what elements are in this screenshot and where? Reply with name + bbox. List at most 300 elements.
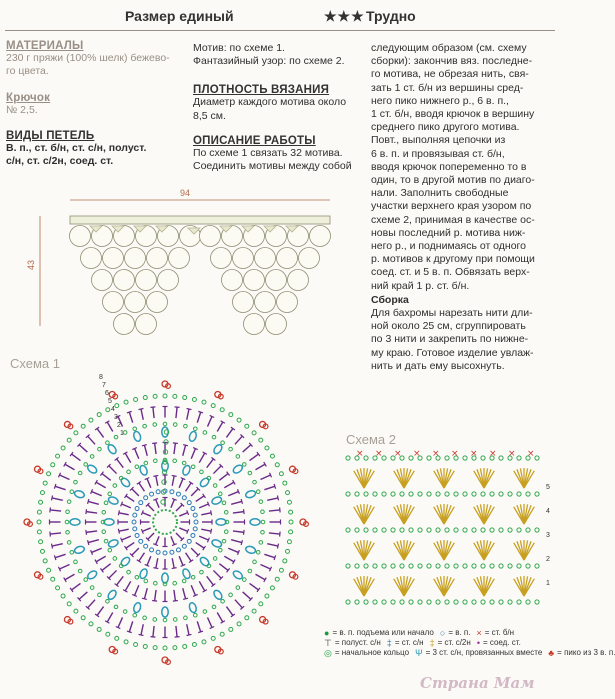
row6-chain bbox=[259, 541, 263, 545]
row2-chain bbox=[193, 527, 197, 531]
row6-chain bbox=[90, 586, 94, 590]
row4-chain bbox=[108, 548, 112, 552]
row6-chain bbox=[70, 550, 74, 554]
row7-stitch bbox=[187, 634, 192, 635]
row4-chain bbox=[135, 465, 139, 469]
row7-stitch bbox=[208, 416, 212, 426]
top-border-band bbox=[70, 216, 330, 224]
row6-chain bbox=[143, 616, 147, 620]
row4-chain bbox=[213, 557, 217, 561]
row8-chain bbox=[51, 577, 55, 581]
schema1-row-number: 1 bbox=[120, 430, 124, 437]
row5-stitch bbox=[241, 499, 242, 504]
assembly-line-3: по 3 нити и закрепить по нижне- bbox=[371, 333, 529, 346]
instruction-line-9: 6 в. п. и провязывая ст. б/н, bbox=[371, 147, 505, 160]
row8-chain bbox=[134, 397, 138, 401]
legend-label: = пико из 3 в. п. bbox=[557, 648, 615, 657]
row2-chain bbox=[150, 492, 154, 496]
row3-stitch bbox=[122, 504, 131, 508]
instruction-line-5: него пико нижнего р., 6 в. п., bbox=[371, 94, 509, 107]
row7-stitch bbox=[50, 532, 51, 537]
row2-chain bbox=[135, 507, 139, 511]
motif-circle bbox=[114, 270, 135, 291]
assembly-line-2: ной около 25 см, сгруппировать bbox=[371, 320, 526, 333]
row7-stitch bbox=[264, 486, 274, 489]
row6-chain bbox=[114, 605, 118, 609]
row7-stitch bbox=[198, 411, 203, 413]
row8-chain bbox=[173, 646, 177, 650]
legend-item bbox=[548, 648, 615, 658]
cluster-stitch bbox=[133, 431, 142, 442]
chain-stitch bbox=[364, 456, 368, 460]
row5-stitch bbox=[86, 509, 87, 514]
chain-stitch bbox=[526, 492, 530, 496]
row3-stitch bbox=[191, 548, 198, 555]
stitches-title: ВИДЫ ПЕТЕЛЬ bbox=[6, 129, 95, 142]
row2-chain bbox=[182, 544, 186, 548]
chain-stitch bbox=[454, 492, 458, 496]
chain-stitch bbox=[490, 492, 494, 496]
row7-stitch bbox=[107, 612, 113, 622]
row8-chain bbox=[67, 602, 71, 606]
instruction-line-3: го мотива, не обрезая нить, свя- bbox=[371, 68, 529, 81]
row8-chain bbox=[124, 400, 128, 404]
row7-stitch bbox=[88, 600, 95, 608]
row7-stitch bbox=[65, 574, 75, 580]
row8-chain bbox=[229, 627, 233, 631]
row7-stitch bbox=[260, 565, 270, 569]
motif-circle bbox=[277, 292, 298, 313]
motif-circle bbox=[147, 248, 168, 269]
chain-stitch bbox=[508, 492, 512, 496]
row7-stitch bbox=[55, 554, 65, 557]
starting-ring bbox=[153, 510, 177, 534]
stitches-line-1: В. п., ст. б/н, ст. с/н, полуст. bbox=[6, 141, 147, 154]
legend-label: = ст. с/2н bbox=[437, 638, 471, 647]
chain-stitch bbox=[418, 600, 422, 604]
work-line-2: Соединить мотивы между собой bbox=[193, 160, 352, 173]
chain-stitch bbox=[499, 600, 503, 604]
height-dimension: 43 bbox=[26, 259, 36, 270]
row7-stitch bbox=[79, 445, 87, 452]
row3-stitch bbox=[196, 543, 204, 549]
row1-stitch bbox=[176, 505, 182, 511]
cluster-stitch bbox=[70, 519, 80, 525]
chain-stitch bbox=[517, 456, 521, 460]
instruction-line-19: ний край 1 р. ст. б/н. bbox=[371, 279, 470, 292]
row5-stitch bbox=[183, 445, 188, 446]
watermark-logo: Страна Мам bbox=[420, 674, 535, 692]
work-line-1: По схеме 1 связать 32 мотива. bbox=[193, 146, 343, 159]
row4-chain bbox=[213, 484, 217, 488]
row7-stitch bbox=[52, 544, 53, 549]
chain-stitch bbox=[445, 600, 449, 604]
chain-stitch bbox=[526, 600, 530, 604]
row8-chain bbox=[106, 408, 110, 412]
row8-chain bbox=[163, 646, 167, 650]
sc-mark: × bbox=[508, 449, 516, 459]
cluster-stitch bbox=[212, 589, 223, 601]
row5-stitch bbox=[173, 443, 178, 444]
work-title: ОПИСАНИЕ РАБОТЫ bbox=[193, 134, 316, 147]
row7-stitch bbox=[243, 445, 251, 452]
row7-stitch bbox=[187, 409, 192, 410]
row4-chain bbox=[218, 492, 222, 496]
row6-chain bbox=[74, 560, 78, 564]
legend-item bbox=[415, 648, 542, 658]
cluster-stitch bbox=[188, 431, 197, 442]
materials-line-1: 230 г пряжи (100% шелк) бежево- bbox=[6, 52, 170, 64]
assembly-line-4: му краю. Готовое изделие увлаж- bbox=[371, 346, 534, 359]
cluster-stitch bbox=[188, 602, 197, 613]
legend-symbol-icon: • bbox=[476, 638, 480, 648]
row8-chain bbox=[270, 586, 274, 590]
row5-stitch bbox=[88, 499, 89, 504]
schema1-row-number: 2 bbox=[117, 422, 121, 429]
row6-chain bbox=[261, 510, 265, 514]
row7-stitch bbox=[88, 436, 95, 444]
row6-chain bbox=[221, 441, 225, 445]
motif-circle bbox=[125, 248, 146, 269]
legend-row bbox=[324, 648, 615, 658]
legend-symbol-icon: ♣ bbox=[548, 648, 555, 658]
legend-label: = 3 ст. с/н, провязанных вместе bbox=[425, 648, 543, 657]
row8-chain bbox=[286, 549, 290, 553]
row5-stitch bbox=[88, 540, 99, 543]
cluster-stitch bbox=[245, 545, 256, 554]
chain-stitch bbox=[391, 528, 395, 532]
row8-chain bbox=[163, 394, 167, 398]
row7-stitch bbox=[52, 496, 53, 501]
row7-stitch bbox=[175, 407, 180, 408]
row7-stitch bbox=[175, 637, 180, 638]
row8-chain bbox=[37, 510, 41, 514]
row5-stitch bbox=[231, 501, 242, 504]
width-dimension: 94 bbox=[180, 188, 191, 198]
row6-chain bbox=[70, 490, 74, 494]
row8-chain bbox=[211, 404, 215, 408]
row8-chain bbox=[43, 481, 47, 485]
motif-circle bbox=[255, 292, 276, 313]
motif-circle bbox=[169, 248, 190, 269]
row5-stitch bbox=[174, 443, 175, 454]
row3-stitch bbox=[172, 476, 174, 486]
row5-stitch bbox=[109, 570, 117, 578]
row1-stitch bbox=[171, 499, 174, 507]
row6-chain bbox=[259, 500, 263, 504]
row5-stitch bbox=[207, 459, 214, 468]
chain-stitch bbox=[508, 600, 512, 604]
row5-stitch bbox=[228, 492, 238, 496]
row5-stitch bbox=[117, 576, 124, 585]
row5-stitch bbox=[125, 581, 131, 591]
row8-chain bbox=[259, 602, 263, 606]
difficulty-label: Трудно bbox=[366, 8, 416, 24]
row2-chain bbox=[139, 501, 143, 505]
cluster-stitch bbox=[182, 464, 192, 476]
cluster-stitch bbox=[133, 602, 142, 613]
row6-chain bbox=[212, 605, 216, 609]
row8-chain bbox=[259, 438, 263, 442]
chain-stitch bbox=[355, 492, 359, 496]
row5-stitch bbox=[219, 564, 228, 571]
row8-chain bbox=[237, 622, 241, 626]
row4-chain bbox=[222, 501, 226, 505]
row5-stitch bbox=[155, 590, 156, 601]
row5-stitch bbox=[224, 482, 234, 488]
row6-chain bbox=[65, 520, 69, 524]
row5-stitch bbox=[86, 531, 97, 532]
row3-stitch bbox=[201, 529, 211, 531]
chain-stitch bbox=[481, 600, 485, 604]
row3-stitch bbox=[211, 529, 212, 534]
chain-stitch bbox=[472, 564, 476, 568]
row6-chain bbox=[256, 490, 260, 494]
row7-stitch bbox=[50, 510, 61, 511]
row2-chain bbox=[163, 551, 167, 555]
schema1-row-number: 7 bbox=[102, 382, 106, 389]
assembly-title: Сборка bbox=[371, 293, 409, 306]
row7-stitch bbox=[55, 486, 65, 489]
row4-chain bbox=[154, 581, 158, 585]
row7-stitch bbox=[65, 464, 75, 470]
row4-chain bbox=[173, 459, 177, 463]
row8-chain bbox=[220, 632, 224, 636]
row5-stitch bbox=[233, 531, 244, 532]
schema1-row-number: 3 bbox=[114, 414, 118, 421]
motif-circle bbox=[266, 270, 287, 291]
row5-stitch bbox=[117, 459, 124, 468]
row5-stitch bbox=[88, 501, 99, 504]
row4-chain bbox=[173, 581, 177, 585]
instruction-line-13: участки верхнего края узором по bbox=[371, 200, 532, 213]
chain-stitch bbox=[490, 600, 494, 604]
cluster-stitch bbox=[211, 496, 223, 506]
row2-chain bbox=[176, 548, 180, 552]
row4-chain bbox=[102, 511, 106, 515]
row5-stitch bbox=[144, 445, 147, 456]
row5-stitch bbox=[174, 590, 175, 601]
row8-chain bbox=[287, 500, 291, 504]
motif-circle bbox=[222, 270, 243, 291]
row5-stitch bbox=[191, 585, 195, 595]
row7-stitch bbox=[176, 407, 177, 418]
row4-chain bbox=[224, 511, 228, 515]
row4-chain bbox=[191, 465, 195, 469]
chain-stitch bbox=[427, 600, 431, 604]
chain-stitch bbox=[499, 456, 503, 460]
row5-stitch bbox=[152, 600, 157, 601]
row7-stitch bbox=[129, 621, 132, 631]
chain-stitch bbox=[373, 528, 377, 532]
row7-stitch bbox=[197, 412, 200, 422]
row4-chain bbox=[104, 501, 108, 505]
row5-stitch bbox=[173, 600, 178, 601]
chain-stitch bbox=[355, 600, 359, 604]
chain-stitch bbox=[481, 456, 485, 460]
cluster-stitch bbox=[74, 490, 85, 499]
hook-value: № 2,5. bbox=[6, 104, 38, 117]
row7-stitch bbox=[97, 429, 103, 438]
row8-chain bbox=[183, 644, 187, 648]
row8-chain bbox=[265, 446, 269, 450]
row7-stitch bbox=[198, 631, 203, 633]
row7-stitch bbox=[139, 634, 144, 635]
chain-stitch bbox=[463, 456, 467, 460]
legend-symbol-icon: ⊤ bbox=[324, 638, 332, 648]
row7-stitch bbox=[197, 621, 200, 631]
row7-stitch bbox=[269, 510, 280, 511]
row8-chain bbox=[279, 472, 283, 476]
row7-stitch bbox=[153, 407, 154, 418]
instruction-line-18: соед. ст. и 5 в. п. Обвязать верх- bbox=[371, 266, 530, 279]
row8-chain bbox=[283, 481, 287, 485]
row2-chain bbox=[176, 492, 180, 496]
row7-stitch bbox=[141, 624, 143, 635]
row7-stitch bbox=[127, 631, 132, 633]
chain-stitch bbox=[445, 492, 449, 496]
row6-chain bbox=[256, 550, 260, 554]
chain-stitch bbox=[535, 492, 539, 496]
row4-chain bbox=[102, 530, 106, 534]
schema2-row-number: 2 bbox=[546, 556, 550, 563]
chain-stitch bbox=[481, 564, 485, 568]
row3-stitch bbox=[186, 483, 192, 491]
row8-chain bbox=[39, 500, 43, 504]
row8-chain bbox=[192, 643, 196, 647]
chain-stitch bbox=[499, 492, 503, 496]
instruction-line-14: схеме 2, принимая в качестве ос- bbox=[371, 213, 535, 226]
motif-circle bbox=[233, 292, 254, 313]
chain-stitch bbox=[454, 600, 458, 604]
sc-mark: × bbox=[527, 449, 535, 459]
row7-stitch bbox=[97, 607, 103, 616]
row3-stitch bbox=[179, 479, 183, 488]
assembly-line-5: нить и дать ему высохнуть. bbox=[371, 359, 505, 372]
chain-stitch bbox=[508, 564, 512, 568]
chain-stitch bbox=[364, 492, 368, 496]
chain-stitch bbox=[427, 564, 431, 568]
chain-stitch bbox=[400, 528, 404, 532]
cluster-stitch bbox=[107, 496, 119, 506]
sc-mark: × bbox=[413, 449, 421, 459]
row5-stitch bbox=[219, 474, 228, 481]
schema1-row-number: 6 bbox=[105, 390, 109, 397]
row6-chain bbox=[74, 480, 78, 484]
chain-stitch bbox=[499, 528, 503, 532]
legend-item bbox=[430, 638, 471, 648]
legend-symbol-icon: ‡ bbox=[386, 638, 392, 648]
row5-stitch bbox=[142, 445, 147, 446]
row8-chain bbox=[37, 530, 41, 534]
schema2-row-number: 5 bbox=[546, 484, 550, 491]
chain-stitch bbox=[463, 528, 467, 532]
row7-stitch bbox=[260, 475, 270, 479]
row8-chain bbox=[202, 400, 206, 404]
row8-chain bbox=[97, 627, 101, 631]
row8-chain bbox=[47, 472, 51, 476]
cluster-stitch bbox=[250, 519, 260, 525]
schema2-pattern-chart bbox=[336, 446, 556, 616]
row2-chain bbox=[132, 520, 136, 524]
pattern-line: Фантазийный узор: по схеме 2. bbox=[193, 55, 345, 68]
chain-stitch bbox=[364, 600, 368, 604]
row7-stitch bbox=[150, 407, 155, 408]
row8-chain bbox=[211, 636, 215, 640]
chain-stitch bbox=[391, 600, 395, 604]
row1-stitch bbox=[171, 536, 174, 544]
row4-chain bbox=[200, 570, 204, 574]
legend bbox=[324, 628, 615, 658]
row7-stitch bbox=[226, 429, 232, 438]
row7-stitch bbox=[255, 574, 265, 580]
chain-stitch bbox=[346, 456, 350, 460]
row8-chain bbox=[67, 438, 71, 442]
row2-chain bbox=[133, 527, 137, 531]
chain-stitch bbox=[535, 600, 539, 604]
row8-chain bbox=[115, 404, 119, 408]
row8-chain bbox=[56, 586, 60, 590]
instruction-line-2: сборки): закончив вяз. последне- bbox=[371, 55, 533, 68]
row8-chain bbox=[97, 413, 101, 417]
chain-stitch bbox=[517, 492, 521, 496]
row3-stitch bbox=[126, 496, 134, 502]
row5-stitch bbox=[142, 598, 147, 599]
motif-circle bbox=[299, 248, 320, 269]
chain-stitch bbox=[382, 600, 386, 604]
row3-stitch bbox=[172, 568, 177, 569]
row5-stitch bbox=[243, 509, 244, 514]
schema2-row-number: 1 bbox=[546, 580, 550, 587]
row8-chain bbox=[265, 594, 269, 598]
legend-label: = в. п. bbox=[448, 628, 471, 637]
row8-chain bbox=[252, 431, 256, 435]
instruction-line-8: Повт., выполняя цепочки из bbox=[371, 134, 506, 147]
row5-stitch bbox=[228, 548, 238, 552]
row3-stitch bbox=[153, 475, 158, 476]
row4-chain bbox=[127, 570, 131, 574]
chain-stitch bbox=[382, 492, 386, 496]
row7-stitch bbox=[235, 600, 242, 608]
row5-stitch bbox=[102, 564, 111, 571]
row6-chain bbox=[253, 560, 257, 564]
row5-stitch bbox=[135, 449, 139, 459]
row5-stitch bbox=[125, 453, 131, 463]
row2-chain bbox=[194, 520, 198, 524]
row6-chain bbox=[133, 427, 137, 431]
cluster-stitch bbox=[104, 519, 114, 525]
motif-circle bbox=[81, 248, 102, 269]
cluster-stitch bbox=[211, 539, 223, 549]
row3-stitch bbox=[179, 556, 183, 565]
motif-circle bbox=[277, 248, 298, 269]
row3-stitch bbox=[199, 536, 208, 540]
chain-stitch bbox=[409, 528, 413, 532]
legend-label: = начальное кольцо bbox=[334, 648, 410, 657]
motif-circle bbox=[103, 292, 124, 313]
chain-stitch bbox=[535, 528, 539, 532]
legend-row bbox=[324, 638, 556, 648]
stitches-line-2: с/н, ст. с/2н, соед. ст. bbox=[6, 154, 114, 167]
row8-chain bbox=[81, 616, 85, 620]
chain-stitch bbox=[463, 564, 467, 568]
sc-mark: × bbox=[356, 449, 364, 459]
row5-stitch bbox=[92, 548, 102, 552]
cluster-stitch bbox=[139, 568, 149, 580]
row7-stitch bbox=[187, 624, 189, 635]
schema1-row-number: 5 bbox=[108, 398, 112, 405]
cluster-stitch bbox=[120, 556, 132, 568]
